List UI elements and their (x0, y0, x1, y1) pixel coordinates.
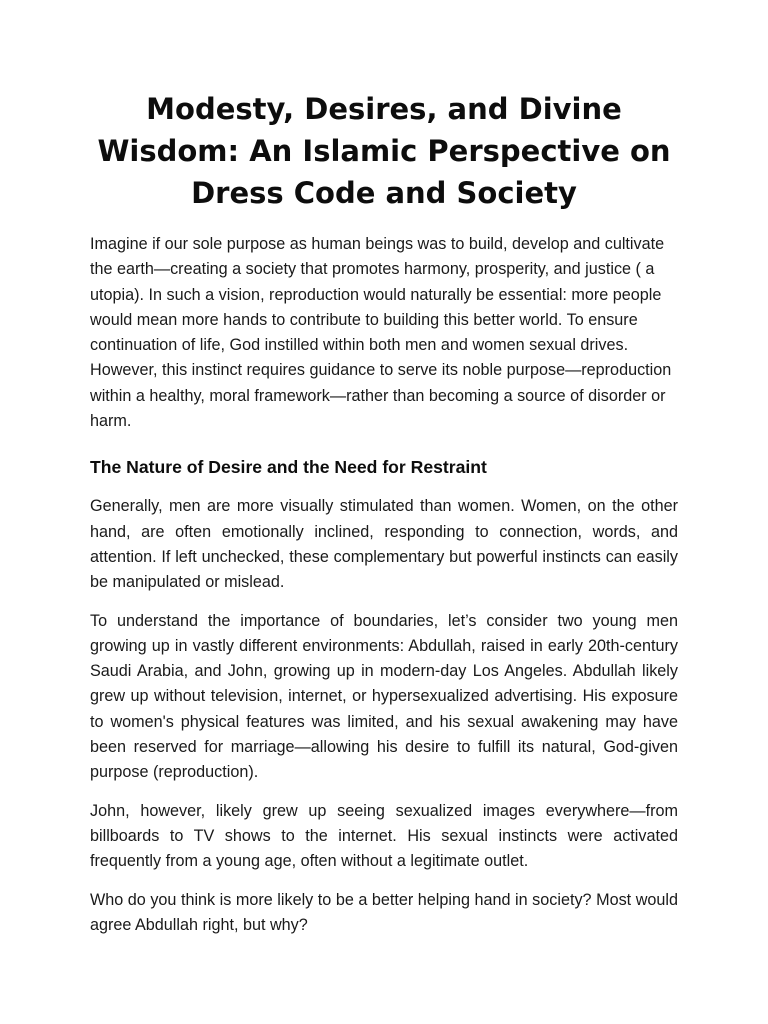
body-paragraph: To understand the importance of boundaries, let’s consider two young men growing up in vastly different environments: Abdullah, raised in early 20th-century Saudi Arabia, and John, growing up in modern-day Los Angeles. Abdullah likely grew up without television, internet, or hypersexualized advertising. His exposure to women's physical features was limited, and his sexual awakening may have been reserved for marriage—allowing his desire to fulfill its natural, God-given purpose (reproduction). (90, 611, 678, 782)
body-paragraph: Who do you think is more likely to be a better helping hand in society? Most would agree Abdullah right, but why? (90, 890, 678, 934)
section-heading: The Nature of Desire and the Need for Restraint (90, 457, 487, 478)
body-paragraph: Generally, men are more visually stimulated than women. Women, on the other hand, are often emotionally inclined, responding to connection, words, and attention. If left unchecked, these complementary but powerful instincts can easily be manipulated or mislead. (90, 497, 678, 592)
document-page (90, 88, 678, 951)
body-paragraph: John, however, likely grew up seeing sexualized images everywhere—from billboards to TV shows to the internet. His sexual instincts were activated frequently from a young age, often without a legitimate outlet. (90, 801, 678, 871)
document-title: Modesty, Desires, and Divine Wisdom: An Islamic Perspective on Dress Code and Society (97, 92, 671, 210)
intro-paragraph: Imagine if our sole purpose as human beings was to build, develop and cultivate the earth—creating a society that promotes harmony, prosperity, and justice ( a utopia). In such a vision, reproduction would naturally be essential: more people would mean more hands to contribute to building this better world. To ensure continuation of life, God instilled within both men and women sexual drives. However, this instinct requires guidance to serve its noble purpose—reproduction within a healthy, moral framework—rather than becoming a source of disorder or harm. (90, 235, 672, 431)
